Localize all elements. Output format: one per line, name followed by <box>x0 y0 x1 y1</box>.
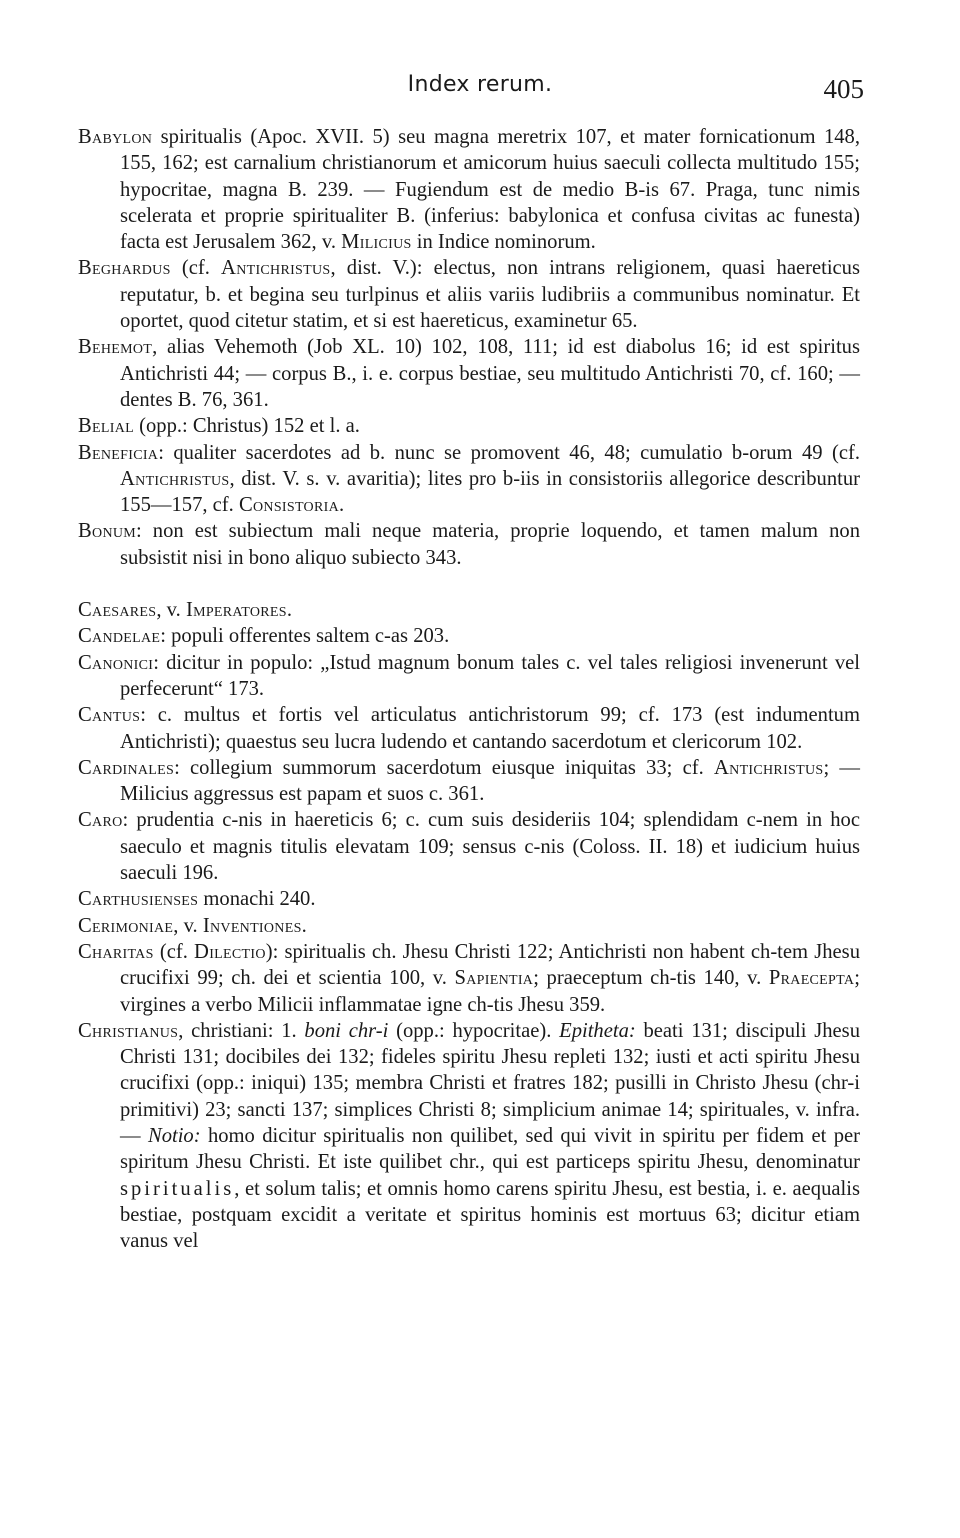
index-text: : collegium summorum sacerdotum eiusque iniquitas 33; cf. <box>174 756 714 779</box>
letter-group-break <box>78 571 860 597</box>
index-entries <box>78 124 860 1254</box>
index-text: . <box>338 494 345 517</box>
index-entry <box>78 913 860 939</box>
index-text: Epitheta: <box>559 1019 636 1042</box>
index-text: spiritualis <box>120 1177 235 1200</box>
index-term: Candelae <box>78 625 161 648</box>
index-text: (opp.: Christus) 152 et l. a. <box>133 415 360 438</box>
index-entry <box>78 886 860 912</box>
index-term: Dilectio <box>194 940 266 963</box>
index-term: Beghardus <box>78 257 171 280</box>
index-text: monachi 240. <box>198 888 316 911</box>
index-term: Behemot <box>78 336 153 359</box>
index-entry <box>78 255 860 334</box>
index-entry <box>78 1018 860 1255</box>
index-text: (cf. <box>153 940 195 963</box>
index-entry <box>78 702 860 755</box>
index-text: homo dicitur spiritualis non quilibet, sed qui vivit in spiritu per fidem et per spiritum Jhesu Christi. Et iste quilibet chr., qui est particeps spiritu Jhesu, denominatur <box>120 1124 861 1174</box>
index-term: Antichristus <box>221 257 331 280</box>
index-text: boni chr-i <box>304 1019 389 1042</box>
index-term: Caesares <box>78 599 157 622</box>
index-text: (cf. <box>170 257 222 280</box>
index-entry <box>78 623 860 649</box>
running-title: Index rerum. <box>407 72 553 97</box>
index-term: Consistoria <box>238 494 339 517</box>
index-term: Cardinales <box>78 756 175 779</box>
index-text: (opp.: hypocritae). <box>388 1019 560 1042</box>
index-entry <box>78 650 860 703</box>
index-text: . <box>301 914 307 937</box>
index-text: , dist. V.): electus, non intrans religionem, quasi haereticus reputatur, b. et begina seu turlpinus et aliis variis ludibriis a communibus nominatur. Et oportet, quod citetur statim, et si est haereticus, examinetur 65. <box>120 257 860 333</box>
index-text: ; praeceptum ch-tis 140, v. <box>533 967 769 990</box>
index-text: : dicitur in populo: „Istud magnum bonum tales c. vel tales religiosi invenerunt vel perfecerunt“ 173. <box>120 651 860 700</box>
index-text: , v. <box>156 599 186 622</box>
index-text: : prudentia c-nis in haereticis 6; c. cum suis desideriis 104; splendidam c-nem in hoc saeculo et magnis titulis elevatam 109; sensus c-nis (Coloss. II. 18) et iudicium huius saeculi 196. <box>120 809 860 885</box>
index-term: Sapientia <box>454 967 534 990</box>
index-term: Caro <box>78 809 123 832</box>
index-term: Praecepta <box>768 967 855 990</box>
index-term: Cantus <box>78 704 141 727</box>
index-term: Inventiones <box>202 914 302 937</box>
index-text: : populi offerentes saltem c-as 203. <box>160 625 450 648</box>
index-text: ; virgines a verbo Milicii inflammatae igne ch-tis Jhesu 359. <box>120 967 860 1016</box>
index-entry <box>78 334 860 413</box>
index-text: ): spiritualis ch. Jhesu Christi 122; Antichristi non habent ch-tem Jhesu crucifixi 99; ch. dei et scientia 100, v. <box>120 940 860 990</box>
index-text: Notio: <box>147 1124 201 1147</box>
index-term: Christianus <box>78 1019 179 1042</box>
index-entry <box>78 440 860 519</box>
index-term: Imperatores <box>185 599 287 622</box>
index-entry <box>78 939 860 1018</box>
index-text: : c. multus et fortis vel articulatus antichristorum 99; cf. 173 (est indumentum Antichristi); quaestus seu lucra ludendo et cantando sacerdotum et clericorum 102. <box>120 704 860 753</box>
index-entry <box>78 124 860 255</box>
index-entry <box>78 518 860 571</box>
index-text: : non est subiectum mali neque materia, proprie loquendo, et tamen malum non subsistit nisi in bono aliquo subiecto 343. <box>120 520 860 569</box>
index-term: Babylon <box>78 126 153 148</box>
index-entry <box>78 413 860 439</box>
index-term: Belial <box>78 415 134 438</box>
index-text: , dist. V. s. v. avaritia); lites pro b-iis in consistoriis allegorice describuntur 155—157, cf. <box>120 467 860 517</box>
index-text: spiritualis (Apoc. XVII. 5) seu magna meretrix 107, et mater fornicationum 148, 155, 162; est carnalium christianorum et amicorum huius saeculi collecta multitudo 155; hypocritae, magna B. 239. — Fugiendum est de medio B-is 67. Praga, tunc nimis scelerata et proprie spiritualiter B. (inferius: babylonica et confusa civitas ac funesta) facta est Jerusalem 362, v. <box>120 126 860 254</box>
index-text: , christiani: 1. <box>178 1019 305 1042</box>
index-term: Cerimoniae <box>78 914 174 937</box>
index-entry <box>78 755 860 808</box>
index-text: , v. <box>173 914 203 937</box>
index-term: Beneficia <box>78 441 159 464</box>
index-text: , et solum talis; et omnis homo carens spiritu Jhesu, est bestia, i. e. aequalis bestiae, postquam excidit a veritate et spiritus hominis est mortuus 63; dicitur etiam vanus vel <box>120 1177 860 1253</box>
index-text: . <box>286 599 293 622</box>
index-term: Canonici <box>78 651 154 674</box>
index-term: Bonum <box>78 520 137 543</box>
index-text: : qualiter sacerdotes ad b. nunc se promovent 46, 48; cumulatio b-orum 49 (cf. <box>158 441 860 464</box>
page-number: 405 <box>823 74 864 104</box>
index-term: Antichristus <box>713 756 824 779</box>
index-term: Carthusienses <box>78 888 199 911</box>
index-text: ; — Milicius aggressus est papam et suos c. 361. <box>120 756 861 806</box>
index-entry <box>78 597 860 623</box>
index-entry <box>78 807 860 886</box>
index-text: beati 131; discipuli Jhesu Christi 131; docibiles dei 132; fideles spiritu Jhesu repleti 132; iusti et acti spiritu Jhesu crucifixi (opp.: iniqui) 135; membra Christi et fratres 182; pusilli in Christo Jhesu (chr-i primitivi) 23; sancti 137; simplices Christi 8; simplicium animae 14; spirituales, v. infra. — <box>120 1019 860 1147</box>
index-term: Antichristus <box>120 467 230 490</box>
index-text: in Indice nominorum. <box>411 231 596 254</box>
index-text: , alias Vehemoth (Job XL. 10) 102, 108, 111; id est diabolus 16; id est spiritus Antichristi 44; — corpus B., i. e. corpus bestiae, seu multitudo Antichristi 70, cf. 160; — dentes B. 76, 361. <box>120 336 860 411</box>
index-term: Charitas <box>78 940 154 963</box>
index-term: Milicius <box>341 231 412 254</box>
